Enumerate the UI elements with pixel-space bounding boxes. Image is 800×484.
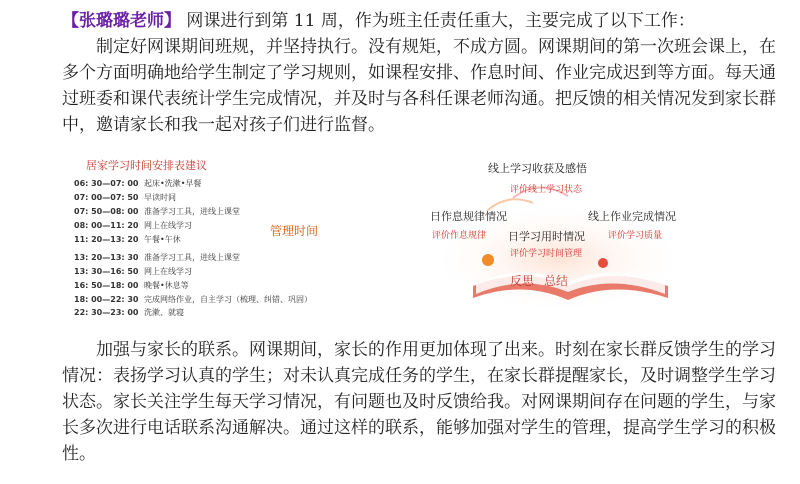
schedule-row: 07: 50—08: 00 准备学习工具，进线上课堂 <box>74 207 240 216</box>
management-time-label: 管理时间 <box>270 224 319 238</box>
schedule-row: 13: 30—16: 50 网上在线学习 <box>74 267 192 276</box>
schedule-row: 22: 30—23: 00 洗漱、就寝 <box>74 308 184 317</box>
paragraph-1-body: 制定好网课期间班规，并坚持执行。没有规矩，不成方圆。网课期间的第一次班会课上，在多个方面明确地给学生制定了学习规则，如课程安排、作息时间、作业完成迟到等方面。每天通过班委和课代表统计学生完成情况，并及时与各科任课老师沟通。把反馈的相关情况发到家长群中，邀请家长和我一起对孩子们进行监督。 <box>62 37 776 135</box>
diagram-mid-sub: 评价学习时间管理 <box>510 249 583 259</box>
schedule-row: 08: 00—11: 20 网上在线学习 <box>74 221 192 230</box>
schedule-row: 13: 20—13: 30 准备学习工具，进线上课堂 <box>74 253 240 262</box>
book-label-left: 反思 <box>510 274 535 288</box>
diagram-right-title: 线上作业完成情况 <box>588 210 676 223</box>
intro-line: 网课进行到第 11 周，作为班主任责任重大，主要完成了以下工作： <box>186 11 695 31</box>
reflection-diagram <box>418 158 728 318</box>
planet-icon <box>598 258 608 268</box>
schedule-title: 居家学习时间安排表建议 <box>86 159 207 172</box>
paragraph-2-body: 加强与家长的联系。网课期间，家长的作用更加体现了出来。时刻在家长群反馈学生的学习情况：表扬学习认真的学生；对未认真完成任务的学生，在家长群提醒家长，及时调整学生学习状态。家长关注学生每天学习情况，有问题也及时反馈给我。对网课期间存在问题的学生，与家长多次进行电话联系沟通解决。通过这样的联系，能够加强对学生的管理，提高学生学习的积极性。 <box>62 340 776 464</box>
diagram-top-sub: 评价线上学习状态 <box>510 185 583 195</box>
diagram-top-title: 线上学习收获及感悟 <box>488 162 587 175</box>
planet-icon <box>482 254 494 266</box>
schedule-row: 11: 20—13: 20 午餐•午休 <box>74 235 181 244</box>
book-label-right: 总结 <box>544 274 569 288</box>
schedule-row: 16: 50—18: 00 晚餐•休息等 <box>74 281 189 290</box>
schedule-image <box>66 155 366 320</box>
diagram-left-sub: 评价作息规律 <box>432 231 487 241</box>
paragraph-2 <box>62 337 788 467</box>
teacher-tag: 【张璐璐老师】 <box>62 11 181 31</box>
diagram-mid-title: 日学习用时情况 <box>508 230 585 243</box>
schedule-row: 06: 30—07: 00 起床•洗漱•早餐 <box>74 179 202 188</box>
schedule-row: 18: 00—22: 30 完成网络作业，自主学习（梳理、纠错、巩固） <box>74 295 312 304</box>
schedule-row: 07: 00—07: 50 早读时间 <box>74 193 176 202</box>
diagram-left-title: 日作息规律情况 <box>430 210 507 223</box>
paragraph-1 <box>62 8 788 138</box>
diagram-right-sub: 评价学习质量 <box>608 231 663 241</box>
